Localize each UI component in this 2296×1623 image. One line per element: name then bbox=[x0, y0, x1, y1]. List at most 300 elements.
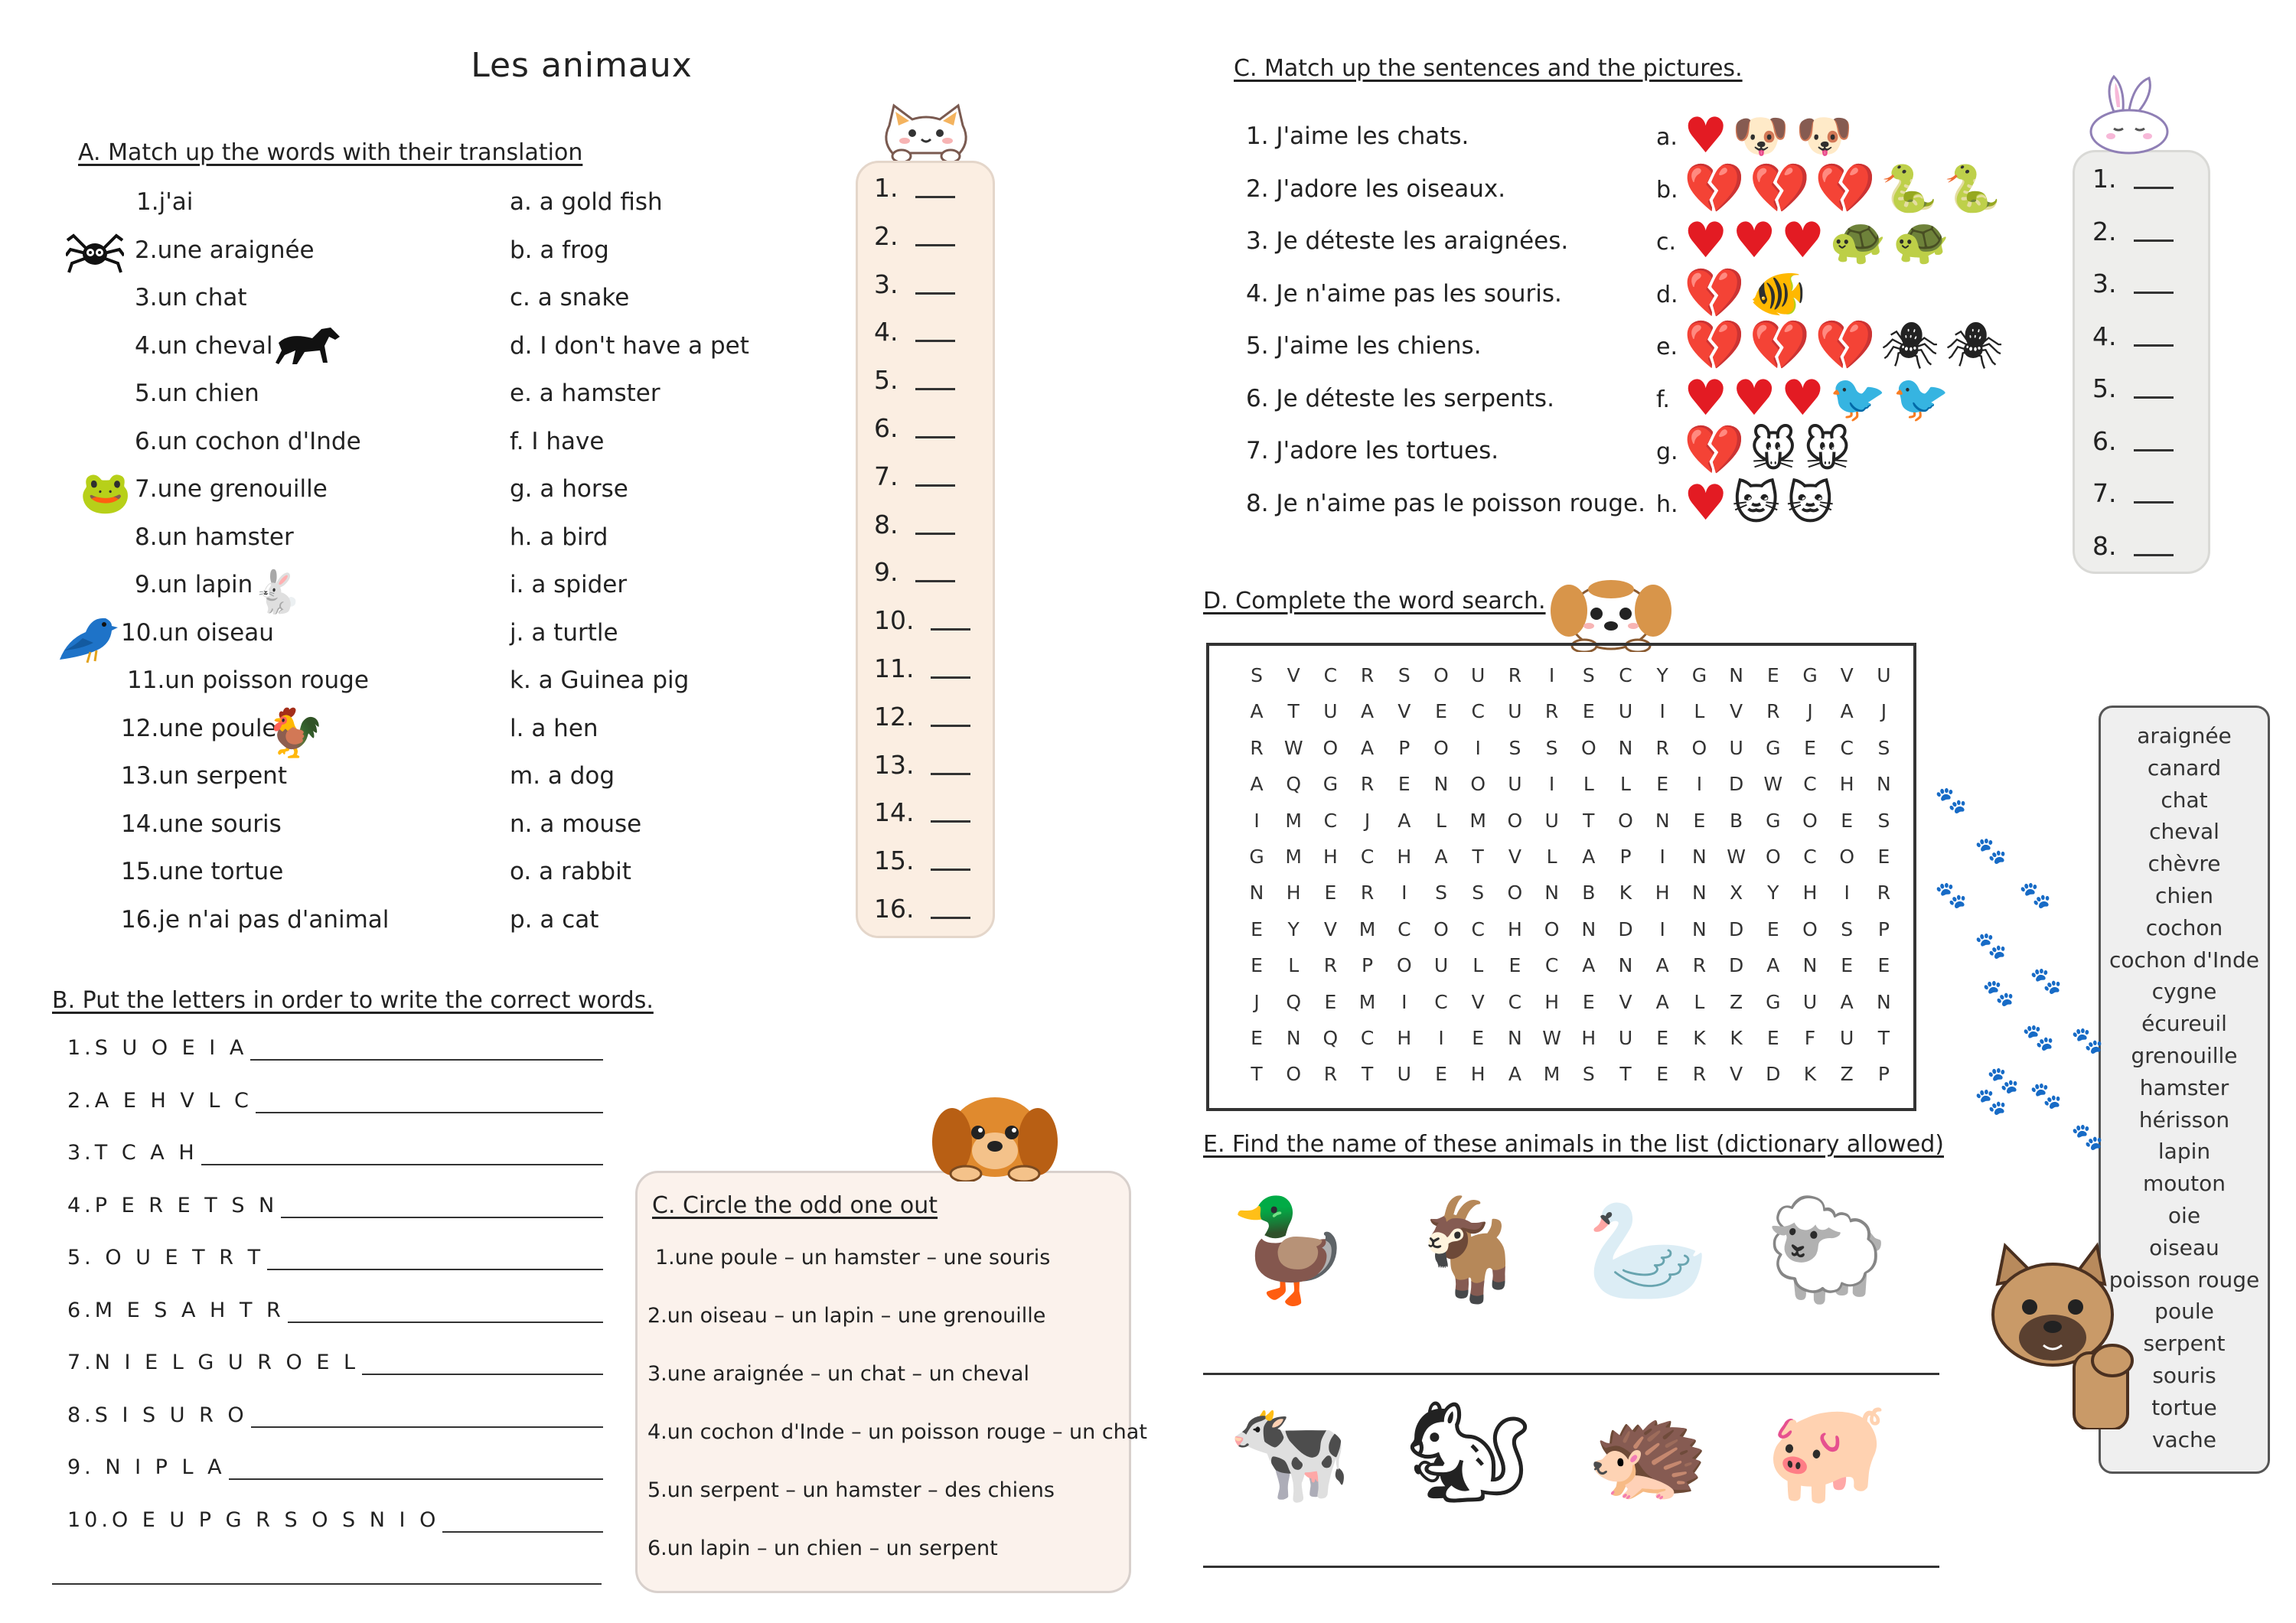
grid-letter[interactable]: D bbox=[1728, 917, 1744, 940]
word-item: 8.un hamster bbox=[135, 523, 294, 551]
answer-blank[interactable] bbox=[2134, 449, 2174, 451]
grid-letter[interactable]: E bbox=[1435, 700, 1447, 723]
grid-letter[interactable]: V bbox=[1397, 700, 1411, 723]
grid-letter[interactable]: O bbox=[1802, 809, 1818, 832]
grid-letter[interactable]: S bbox=[1877, 809, 1890, 832]
answer-blank[interactable] bbox=[915, 340, 955, 342]
grid-letter[interactable]: I bbox=[1254, 809, 1260, 832]
answer-number: 7. bbox=[2092, 478, 2117, 508]
grid-letter[interactable]: U bbox=[1397, 1063, 1411, 1086]
grid-letter[interactable]: H bbox=[1397, 1027, 1412, 1049]
answer-blank[interactable] bbox=[2134, 344, 2174, 347]
frog-icon: 🐸 bbox=[80, 468, 132, 517]
grid-letter[interactable]: I bbox=[1844, 882, 1850, 904]
grid-letter[interactable]: R bbox=[1544, 700, 1559, 723]
answer-blank[interactable] bbox=[2134, 292, 2174, 294]
grid-letter[interactable]: C bbox=[1840, 736, 1854, 759]
grid-letter[interactable]: T bbox=[1877, 1027, 1890, 1049]
grid-letter[interactable]: O bbox=[1470, 773, 1486, 796]
grid-letter[interactable]: C bbox=[1323, 809, 1338, 832]
grid-letter[interactable]: V bbox=[1471, 990, 1485, 1013]
grid-letter[interactable]: U bbox=[1618, 700, 1633, 723]
grid-letter[interactable]: C bbox=[1360, 846, 1375, 868]
scrambled-word: 7.N I E L G U R O E L bbox=[67, 1351, 360, 1374]
answer-blank[interactable] bbox=[915, 580, 955, 582]
grid-letter[interactable]: A bbox=[1361, 736, 1375, 759]
grid-letter[interactable]: Z bbox=[1840, 1063, 1854, 1086]
grid-letter[interactable]: N bbox=[1729, 664, 1743, 686]
grid-letter[interactable]: N bbox=[1581, 917, 1596, 940]
grid-letter[interactable]: Z bbox=[1730, 990, 1743, 1013]
grid-letter[interactable]: E bbox=[1656, 773, 1669, 796]
grid-letter[interactable]: E bbox=[1582, 990, 1595, 1013]
grid-letter[interactable]: H bbox=[1507, 917, 1522, 940]
answer-blank[interactable] bbox=[931, 820, 970, 823]
translation-item: h. a bird bbox=[510, 523, 608, 551]
answer-line[interactable] bbox=[362, 1374, 603, 1375]
grid-letter[interactable]: K bbox=[1619, 882, 1632, 904]
grid-letter[interactable]: G bbox=[1322, 773, 1339, 796]
grid-letter[interactable]: N bbox=[1655, 809, 1670, 832]
grid-letter[interactable]: G bbox=[1766, 809, 1781, 832]
answer-blank[interactable] bbox=[2134, 187, 2174, 189]
answer-line[interactable] bbox=[229, 1478, 603, 1480]
answer-blank[interactable] bbox=[931, 676, 970, 679]
grid-letter[interactable]: G bbox=[1766, 990, 1781, 1013]
grid-letter[interactable]: A bbox=[1840, 990, 1854, 1013]
grid-letter[interactable]: T bbox=[1361, 1063, 1374, 1086]
word-item: 11.un poisson rouge bbox=[127, 666, 369, 694]
grid-letter[interactable]: K bbox=[1693, 1027, 1706, 1049]
answer-row bbox=[874, 653, 970, 683]
scrambled-word: 10.O E U P G R S O S N I O bbox=[67, 1507, 440, 1532]
grid-letter[interactable]: G bbox=[1691, 664, 1707, 686]
grid-letter[interactable]: Y bbox=[1656, 664, 1668, 686]
grid-letter[interactable]: C bbox=[1434, 990, 1448, 1013]
grid-letter[interactable]: K bbox=[1803, 1063, 1817, 1086]
odd-one-out-item: 5.un serpent – un hamster – des chiens bbox=[647, 1478, 1055, 1502]
grid-letter[interactable]: L bbox=[1694, 990, 1705, 1013]
grid-letter[interactable]: A bbox=[1397, 809, 1411, 832]
answer-blank[interactable] bbox=[915, 244, 955, 246]
grid-letter[interactable]: H bbox=[1397, 846, 1412, 868]
grid-letter[interactable]: A bbox=[1361, 700, 1375, 723]
grid-letter[interactable]: J bbox=[1364, 809, 1371, 832]
grid-letter[interactable]: Y bbox=[1287, 917, 1300, 940]
grid-letter[interactable]: S bbox=[1435, 882, 1447, 904]
grid-letter[interactable]: S bbox=[1508, 736, 1521, 759]
grid-letter[interactable]: E bbox=[1841, 954, 1854, 977]
grid-letter[interactable]: E bbox=[1766, 917, 1779, 940]
grid-letter[interactable]: P bbox=[1362, 954, 1374, 977]
grid-letter[interactable]: L bbox=[1288, 954, 1300, 977]
picture-letter: g. bbox=[1656, 438, 1678, 465]
grid-letter[interactable]: O bbox=[1765, 846, 1781, 868]
grid-letter[interactable]: H bbox=[1322, 846, 1338, 868]
grid-letter[interactable]: C bbox=[1508, 990, 1522, 1013]
answer-blank[interactable] bbox=[915, 484, 955, 487]
grid-letter[interactable]: V bbox=[1323, 917, 1337, 940]
grid-letter[interactable]: N bbox=[1692, 882, 1707, 904]
grid-letter[interactable]: N bbox=[1618, 954, 1633, 977]
grid-letter[interactable]: S bbox=[1545, 736, 1558, 759]
grid-letter[interactable]: M bbox=[1285, 846, 1302, 868]
grid-letter[interactable]: K bbox=[1730, 1027, 1743, 1049]
grid-letter[interactable]: G bbox=[1249, 846, 1264, 868]
grid-letter[interactable]: G bbox=[1766, 736, 1781, 759]
grid-letter[interactable]: S bbox=[1841, 917, 1854, 940]
answer-line[interactable] bbox=[251, 1426, 603, 1428]
sheep-icon: 🐑 bbox=[1765, 1191, 1889, 1308]
grid-letter[interactable]: N bbox=[1802, 954, 1818, 977]
grid-letter[interactable]: P bbox=[1398, 736, 1411, 759]
grid-letter[interactable]: H bbox=[1286, 882, 1301, 904]
grid-letter[interactable]: B bbox=[1582, 882, 1596, 904]
grid-letter[interactable]: A bbox=[1508, 1063, 1521, 1086]
grid-letter[interactable]: Q bbox=[1322, 1027, 1339, 1049]
answer-line[interactable] bbox=[281, 1217, 603, 1218]
grid-letter[interactable]: T bbox=[1472, 846, 1484, 868]
odd-one-out-item: 3.une araignée – un chat – un cheval bbox=[647, 1362, 1029, 1386]
answer-number: 8. bbox=[874, 509, 899, 539]
answer-row bbox=[874, 894, 970, 924]
grid-letter[interactable]: W bbox=[1763, 773, 1783, 796]
grid-letter[interactable]: D bbox=[1728, 954, 1744, 977]
grid-letter[interactable]: U bbox=[1323, 700, 1338, 723]
grid-letter[interactable]: Q bbox=[1286, 990, 1302, 1013]
grid-letter[interactable]: V bbox=[1730, 700, 1743, 723]
grid-letter[interactable]: O bbox=[1839, 846, 1855, 868]
grid-letter[interactable]: I bbox=[1548, 773, 1555, 796]
grid-letter[interactable]: N bbox=[1544, 882, 1559, 904]
grid-letter[interactable]: N bbox=[1249, 882, 1264, 904]
grid-letter[interactable]: R bbox=[1692, 954, 1707, 977]
grid-letter[interactable]: O bbox=[1507, 882, 1523, 904]
answer-number: 4. bbox=[874, 317, 899, 347]
grid-letter[interactable]: E bbox=[1508, 954, 1521, 977]
grid-letter[interactable]: P bbox=[1877, 917, 1890, 940]
grid-letter[interactable]: L bbox=[1620, 773, 1631, 796]
grid-letter[interactable]: T bbox=[1251, 1063, 1263, 1086]
grid-letter[interactable]: W bbox=[1542, 1027, 1561, 1049]
grid-letter[interactable]: V bbox=[1730, 1063, 1743, 1086]
scrambled-word: 4.P E R E T S N bbox=[67, 1193, 279, 1217]
paw-print-icon: 🐾 bbox=[2071, 1025, 2104, 1056]
grid-letter[interactable]: S bbox=[1582, 664, 1595, 686]
grid-letter[interactable]: I bbox=[1659, 846, 1665, 868]
answer-line[interactable] bbox=[267, 1269, 603, 1270]
bird-icon bbox=[51, 609, 119, 667]
grid-letter[interactable]: O bbox=[1618, 809, 1633, 832]
grid-letter[interactable]: C bbox=[1619, 664, 1632, 686]
grid-letter[interactable]: O bbox=[1507, 809, 1523, 832]
grid-letter[interactable]: E bbox=[1766, 664, 1779, 686]
grid-letter[interactable]: Q bbox=[1286, 773, 1302, 796]
grid-letter[interactable]: H bbox=[1655, 882, 1670, 904]
grid-letter[interactable]: O bbox=[1802, 917, 1818, 940]
grid-letter[interactable]: F bbox=[1804, 1027, 1816, 1049]
answer-blank[interactable] bbox=[915, 196, 955, 198]
answer-blank[interactable] bbox=[915, 292, 955, 295]
word-item: 16.je n'ai pas d'animal bbox=[121, 905, 390, 934]
grid-letter[interactable]: E bbox=[1877, 954, 1890, 977]
grid-letter[interactable]: O bbox=[1580, 736, 1596, 759]
grid-letter[interactable]: I bbox=[1475, 736, 1481, 759]
grid-letter[interactable]: C bbox=[1360, 1027, 1375, 1049]
grid-letter[interactable]: E bbox=[1397, 773, 1411, 796]
answer-line[interactable] bbox=[250, 1059, 603, 1061]
grid-letter[interactable]: M bbox=[1358, 990, 1376, 1013]
grid-letter[interactable]: L bbox=[1436, 809, 1446, 832]
word-list-item: oiseau bbox=[2149, 1234, 2219, 1260]
grid-letter[interactable]: X bbox=[1730, 882, 1743, 904]
grid-letter[interactable]: N bbox=[1692, 917, 1707, 940]
grid-letter[interactable]: T bbox=[1287, 700, 1300, 723]
grid-letter[interactable]: S bbox=[1397, 664, 1411, 686]
grid-letter[interactable]: A bbox=[1582, 954, 1596, 977]
grid-letter[interactable]: T bbox=[1583, 809, 1595, 832]
grid-letter[interactable]: M bbox=[1285, 809, 1302, 832]
grid-letter[interactable]: A bbox=[1434, 846, 1448, 868]
translation-item: n. a mouse bbox=[510, 810, 642, 838]
grid-letter[interactable]: I bbox=[1401, 882, 1407, 904]
grid-letter[interactable]: C bbox=[1471, 917, 1485, 940]
grid-letter[interactable]: A bbox=[1250, 700, 1264, 723]
grid-letter[interactable]: I bbox=[1401, 990, 1407, 1013]
grid-letter[interactable]: G bbox=[1802, 664, 1818, 686]
grid-letter[interactable]: H bbox=[1470, 1063, 1486, 1086]
grid-letter[interactable]: S bbox=[1582, 1063, 1595, 1086]
grid-letter[interactable]: V bbox=[1287, 664, 1300, 686]
grid-letter[interactable]: U bbox=[1508, 773, 1522, 796]
grid-letter[interactable]: S bbox=[1877, 736, 1890, 759]
grid-letter[interactable]: A bbox=[1655, 954, 1669, 977]
grid-letter[interactable]: D bbox=[1728, 773, 1744, 796]
duck-icon: 🦆 bbox=[1228, 1191, 1352, 1308]
grid-letter[interactable]: A bbox=[1766, 954, 1780, 977]
word-list-item: cygne bbox=[2151, 979, 2217, 1005]
answer-number: 12. bbox=[874, 701, 915, 732]
grid-letter[interactable]: R bbox=[1766, 700, 1780, 723]
grid-letter[interactable]: E bbox=[1324, 990, 1337, 1013]
paw-print-icon: 🐾 bbox=[2071, 1122, 2104, 1152]
grid-letter[interactable]: H bbox=[1544, 990, 1559, 1013]
grid-letter[interactable]: S bbox=[1472, 882, 1485, 904]
grid-letter[interactable]: E bbox=[1472, 1027, 1485, 1049]
grid-letter[interactable]: R bbox=[1508, 664, 1522, 686]
grid-letter[interactable]: N bbox=[1692, 846, 1707, 868]
grid-letter[interactable]: S bbox=[1251, 664, 1263, 686]
scrambled-word: 6.M E S A H T R bbox=[67, 1298, 285, 1322]
grid-letter[interactable]: H bbox=[1802, 882, 1818, 904]
puppy-icon bbox=[926, 1088, 1064, 1181]
grid-letter[interactable]: O bbox=[1322, 736, 1339, 759]
answer-blank[interactable] bbox=[2134, 396, 2174, 399]
grid-letter[interactable]: H bbox=[1581, 1027, 1596, 1049]
grid-letter[interactable]: V bbox=[1508, 846, 1521, 868]
grid-letter[interactable]: C bbox=[1323, 664, 1338, 686]
grid-letter[interactable]: U bbox=[1544, 809, 1559, 832]
answer-number: 10. bbox=[874, 605, 915, 636]
grid-letter[interactable]: O bbox=[1396, 954, 1412, 977]
word-list-item: araignée bbox=[2137, 723, 2232, 748]
answer-blank[interactable] bbox=[2134, 554, 2174, 556]
grid-letter[interactable]: R bbox=[1877, 882, 1891, 904]
grid-letter[interactable]: N bbox=[1618, 736, 1633, 759]
grid-letter[interactable]: H bbox=[1839, 773, 1854, 796]
grid-letter[interactable]: E bbox=[1841, 809, 1854, 832]
grid-letter[interactable]: J bbox=[1880, 700, 1887, 723]
grid-letter[interactable]: A bbox=[1655, 990, 1669, 1013]
paw-print-icon: 🐾 bbox=[1975, 1087, 2007, 1117]
grid-letter[interactable]: N bbox=[1877, 773, 1891, 796]
grid-letter[interactable]: C bbox=[1803, 773, 1817, 796]
answer-blank[interactable] bbox=[931, 869, 970, 871]
answer-row bbox=[874, 221, 955, 251]
broken-heart-icon: 💔 bbox=[1684, 318, 1745, 374]
grid-letter[interactable]: C bbox=[1397, 917, 1411, 940]
grid-letter[interactable]: R bbox=[1692, 1063, 1707, 1086]
section-e-heading: E. Find the name of these animals in the list (dictionary allowed) bbox=[1203, 1131, 1945, 1158]
grid-letter[interactable]: M bbox=[1358, 917, 1376, 940]
grid-letter[interactable]: A bbox=[1840, 700, 1854, 723]
grid-letter[interactable]: N bbox=[1508, 1027, 1522, 1049]
grid-letter[interactable]: C bbox=[1803, 846, 1817, 868]
grid-letter[interactable]: E bbox=[1324, 882, 1337, 904]
grid-letter[interactable]: W bbox=[1283, 736, 1303, 759]
picture-letter: f. bbox=[1656, 386, 1670, 413]
grid-letter[interactable]: R bbox=[1323, 954, 1338, 977]
answer-blank[interactable] bbox=[931, 725, 970, 727]
grid-letter[interactable]: U bbox=[1729, 736, 1743, 759]
grid-letter[interactable]: R bbox=[1323, 1063, 1338, 1086]
grid-letter[interactable]: U bbox=[1802, 990, 1818, 1013]
grid-letter[interactable]: E bbox=[1656, 1027, 1669, 1049]
grid-letter[interactable]: O bbox=[1433, 736, 1449, 759]
answer-blank[interactable] bbox=[931, 773, 970, 775]
answer-blank[interactable] bbox=[2134, 501, 2174, 504]
answer-number: 4. bbox=[2092, 321, 2117, 351]
grid-letter[interactable]: E bbox=[1251, 917, 1263, 940]
answer-row bbox=[2092, 217, 2174, 246]
cow-icon: 🐄 bbox=[1228, 1393, 1352, 1510]
grid-letter[interactable]: N bbox=[1286, 1027, 1301, 1049]
grid-letter[interactable]: R bbox=[1360, 664, 1375, 686]
answer-line[interactable] bbox=[288, 1322, 603, 1323]
grid-letter[interactable]: U bbox=[1471, 664, 1486, 686]
answer-line[interactable] bbox=[201, 1164, 603, 1165]
grid-letter[interactable]: P bbox=[1877, 1063, 1890, 1086]
grid-letter[interactable]: L bbox=[1583, 773, 1594, 796]
grid-letter[interactable]: I bbox=[1548, 664, 1555, 686]
grid-letter[interactable]: E bbox=[1251, 954, 1263, 977]
horse-icon bbox=[274, 323, 343, 369]
grid-letter[interactable]: N bbox=[1877, 990, 1891, 1013]
grid-letter[interactable]: B bbox=[1730, 809, 1743, 832]
grid-letter[interactable]: J bbox=[1254, 990, 1260, 1013]
grid-letter[interactable]: M bbox=[1469, 809, 1486, 832]
answer-line[interactable] bbox=[256, 1112, 603, 1113]
paw-print-icon: 🐾 bbox=[1982, 978, 2015, 1009]
grid-letter[interactable]: O bbox=[1433, 917, 1449, 940]
grid-letter[interactable]: L bbox=[1546, 846, 1557, 868]
answer-number: 7. bbox=[874, 461, 899, 491]
grid-letter[interactable]: A bbox=[1250, 773, 1264, 796]
answer-blank[interactable] bbox=[915, 533, 955, 535]
grid-letter[interactable]: R bbox=[1655, 736, 1669, 759]
grid-letter[interactable]: M bbox=[1543, 1063, 1561, 1086]
grid-letter[interactable]: L bbox=[1473, 954, 1484, 977]
answer-blank[interactable] bbox=[915, 388, 955, 390]
grid-letter[interactable]: U bbox=[1840, 1027, 1854, 1049]
answer-row bbox=[874, 461, 955, 491]
answer-number: 5. bbox=[2092, 373, 2117, 403]
grid-letter[interactable]: U bbox=[1877, 664, 1891, 686]
grid-letter[interactable]: E bbox=[1251, 1027, 1263, 1049]
answer-blank[interactable] bbox=[931, 628, 970, 631]
grid-letter[interactable]: E bbox=[1766, 1027, 1779, 1049]
picture-row bbox=[1684, 318, 2009, 374]
grid-letter[interactable]: I bbox=[1659, 700, 1665, 723]
grid-letter[interactable]: C bbox=[1471, 700, 1485, 723]
answer-blank[interactable] bbox=[915, 436, 955, 438]
grid-letter[interactable]: D bbox=[1618, 917, 1633, 940]
answer-blank[interactable] bbox=[931, 917, 970, 919]
answer-blank[interactable] bbox=[2134, 240, 2174, 242]
grid-letter[interactable]: P bbox=[1619, 846, 1632, 868]
grid-letter[interactable]: E bbox=[1877, 846, 1890, 868]
grid-letter[interactable]: R bbox=[1360, 773, 1375, 796]
grid-letter[interactable]: R bbox=[1360, 882, 1375, 904]
grid-letter[interactable]: O bbox=[1286, 1063, 1302, 1086]
grid-letter[interactable]: O bbox=[1544, 917, 1560, 940]
translation-item: l. a hen bbox=[510, 714, 598, 742]
grid-letter[interactable]: Y bbox=[1767, 882, 1779, 904]
word-list-item: chat bbox=[2161, 787, 2208, 813]
grid-letter[interactable]: N bbox=[1433, 773, 1449, 796]
goldfish-icon: 🐠 bbox=[1749, 266, 1807, 321]
grid-letter[interactable]: E bbox=[1804, 736, 1816, 759]
grid-letter[interactable]: D bbox=[1766, 1063, 1781, 1086]
grid-letter[interactable]: I bbox=[1696, 773, 1703, 796]
grid-letter[interactable]: E bbox=[1693, 809, 1706, 832]
grid-letter[interactable]: A bbox=[1582, 846, 1596, 868]
grid-letter[interactable]: O bbox=[1691, 736, 1707, 759]
grid-letter[interactable]: V bbox=[1619, 990, 1632, 1013]
grid-letter[interactable]: U bbox=[1508, 700, 1522, 723]
grid-letter[interactable]: J bbox=[1807, 700, 1813, 723]
word-list-item: cochon d'Inde bbox=[2109, 947, 2259, 973]
grid-letter[interactable]: V bbox=[1840, 664, 1854, 686]
answer-line[interactable] bbox=[442, 1531, 603, 1533]
grid-letter[interactable]: E bbox=[1582, 700, 1595, 723]
grid-letter[interactable]: W bbox=[1727, 846, 1746, 868]
grid-letter[interactable]: L bbox=[1694, 700, 1705, 723]
grid-letter[interactable]: U bbox=[1433, 954, 1449, 977]
bird-icon: 🐦 bbox=[1829, 371, 1887, 425]
grid-letter[interactable]: E bbox=[1656, 1063, 1669, 1086]
grid-letter[interactable]: I bbox=[1659, 917, 1665, 940]
bird-icon: 🐦 bbox=[1892, 371, 1950, 425]
sentence-item: 2. J'adore les oiseaux. bbox=[1246, 174, 1506, 203]
grid-letter[interactable]: O bbox=[1433, 664, 1449, 686]
grid-letter[interactable]: U bbox=[1618, 1027, 1633, 1049]
grid-letter[interactable]: R bbox=[1250, 736, 1264, 759]
grid-letter[interactable]: E bbox=[1435, 1063, 1447, 1086]
grid-letter[interactable]: I bbox=[1438, 1027, 1444, 1049]
grid-letter[interactable]: T bbox=[1619, 1063, 1632, 1086]
grid-letter[interactable]: C bbox=[1544, 954, 1559, 977]
